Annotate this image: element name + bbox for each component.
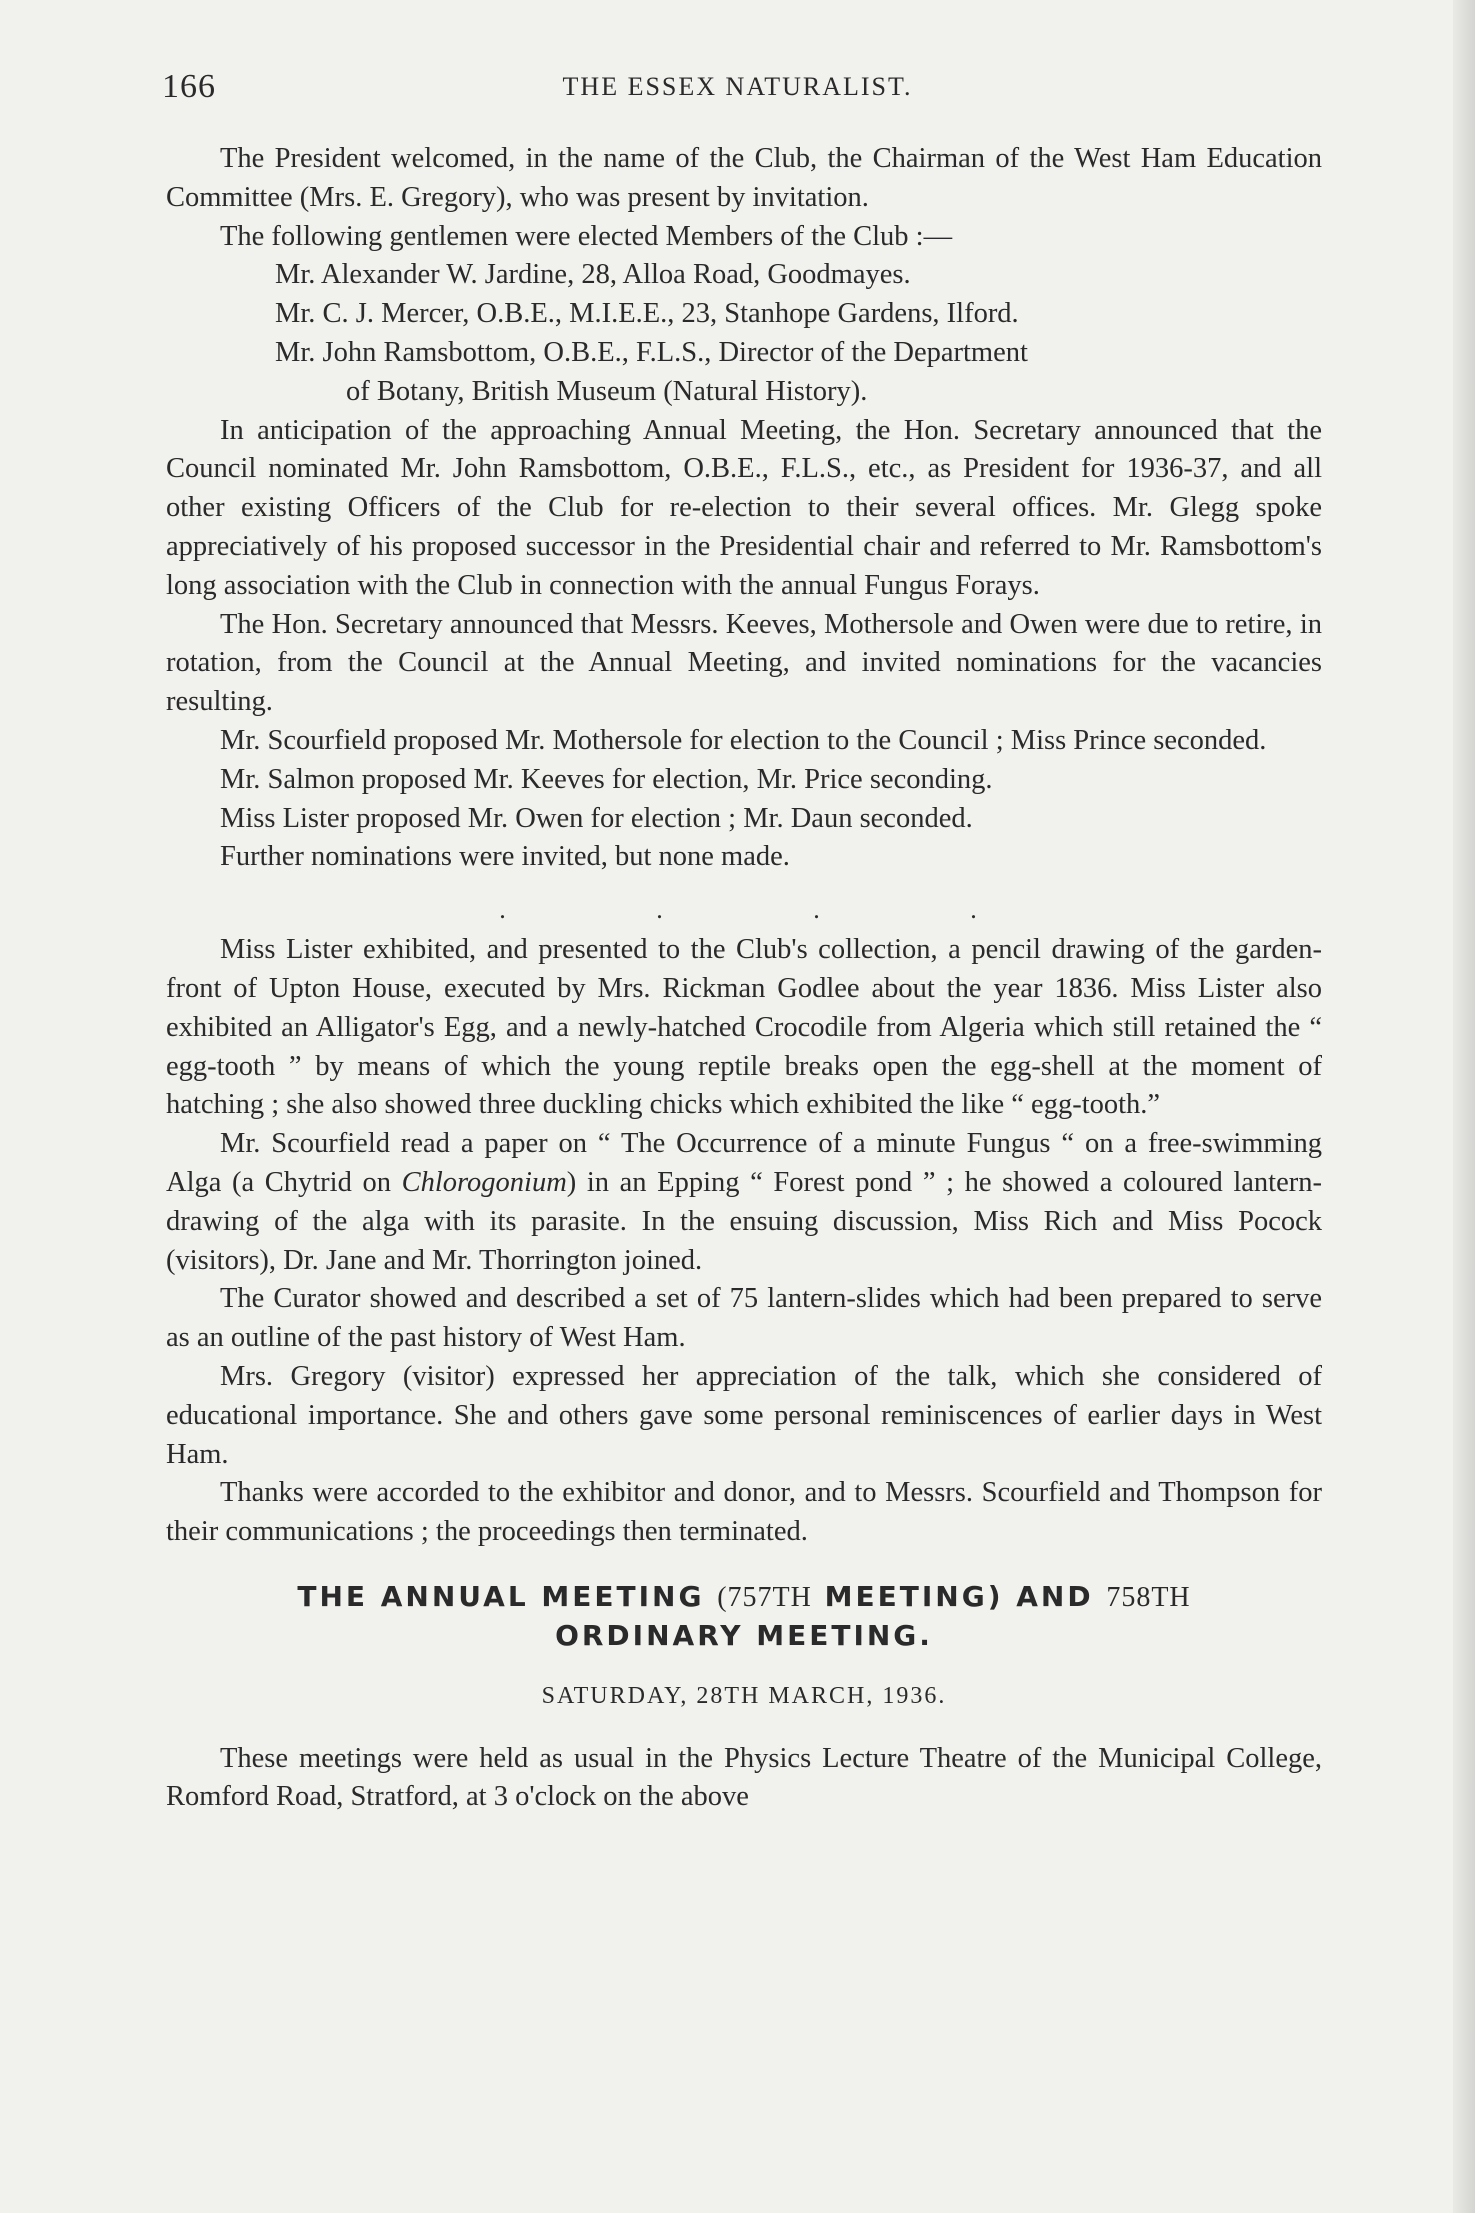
heading-part: THE ANNUAL MEETING — [297, 1579, 718, 1613]
text-run: Mr. Scourfield read a paper on “ The Occurrence of a minute Fungus “ on a free-swimming Alga (a Chytrid on — [166, 1128, 1322, 1198]
dateline: SATURDAY, 28TH MARCH, 1936. — [541, 1682, 947, 1709]
member-entry: Mr. C. J. Mercer, O.B.E., M.I.E.E., 23, Stanhope Gardens, Ilford. — [275, 298, 1019, 330]
paragraph: Further nominations were invited, but none made. — [220, 841, 790, 873]
paragraph: In anticipation of the approaching Annual Meeting, the Hon. Secretary announced that the Council nominated Mr. John Ramsbottom, O.B.E., F.L.S., etc., as President for 1936-37, and all other existing Officers of the Club for re-election to their several offices. Mr. Glegg spoke appreciatively of his proposed successor in the Presidential chair and referred to Mr. Ramsbottom's long association with the Club in connection with the annual Fungus Forays. — [166, 414, 1322, 601]
member-entry: Mr. Alexander W. Jardine, 28, Alloa Road, Goodmayes. — [275, 259, 911, 291]
page-number: 166 — [162, 68, 216, 105]
page-body — [166, 140, 1322, 1817]
paragraph: Miss Lister exhibited, and presented to the Club's collection, a pencil drawing of the garden-front of Upton House, executed by Mrs. Rickman Godlee about the year 1836. Miss Lister also exhibited an Alligator's Egg, and a newly-hatched Crocodile from Algeria which still retained the “ egg-tooth ” by means of which the young reptile breaks open the egg-shell at the moment of hatching ; she also showed three duckling chicks which exhibited the like “ egg-tooth.” — [166, 934, 1322, 1121]
heading-part: 758TH — [1106, 1581, 1191, 1613]
paragraph: Mr. Salmon proposed Mr. Keeves for election, Mr. Price seconding. — [220, 763, 993, 795]
italic-taxon-name: Chlorogonium — [401, 1166, 567, 1198]
section-heading — [166, 1578, 1322, 1655]
paragraph: Mrs. Gregory (visitor) expressed her appreciation of the talk, which she considered of educational importance. She and others gave some personal reminiscences of earlier days in West Ham. — [166, 1360, 1322, 1470]
page-edge-shadow — [1453, 0, 1475, 2213]
paragraph: The Curator showed and described a set of 75 lantern-slides which had been prepared to serve as an outline of the past history of West Ham. — [166, 1283, 1322, 1354]
paragraph: Miss Lister proposed Mr. Owen for election ; Mr. Daun seconded. — [220, 802, 973, 834]
member-entry-continuation: of Botany, British Museum (Natural History). — [346, 375, 868, 407]
page-header — [0, 68, 1475, 108]
paragraph: Mr. Scourfield proposed Mr. Mothersole for election to the Council ; Miss Prince seconded. — [220, 724, 1267, 756]
section-separator: . . . . — [499, 895, 1049, 925]
paragraph: The Hon. Secretary announced that Messrs. Keeves, Mothersole and Owen were due to retire, in rotation, from the Council at the Annual Meeting, and invited nominations for the vacancies resulting. — [166, 608, 1322, 718]
paragraph: These meetings were held as usual in the Physics Lecture Theatre of the Municipal College, Romford Road, Stratford, at 3 o'clock on the above — [166, 1742, 1322, 1813]
paragraph: Thanks were accorded to the exhibitor and donor, and to Messrs. Scourfield and Thompson for their communications ; the proceedings then terminated. — [166, 1477, 1322, 1548]
heading-part: (757TH — [717, 1581, 812, 1613]
member-entry — [166, 334, 1322, 412]
heading-part: ORDINARY MEETING. — [555, 1618, 933, 1652]
member-entry-line: Mr. John Ramsbottom, O.B.E., F.L.S., Director of the Department — [275, 336, 1028, 368]
paragraph — [166, 1125, 1322, 1280]
text-run: ) in an Epping “ Forest pond ” ; he showed a coloured lantern-drawing of the alga with its parasite. In the ensuing discussion, Miss Rich and Miss Pocock (visitors), Dr. Jane and Mr. Thorrington joined. — [166, 1166, 1322, 1276]
paragraph: The President welcomed, in the name of the Club, the Chairman of the West Ham Education Committee (Mrs. E. Gregory), who was present by invitation. — [166, 143, 1322, 213]
running-title: THE ESSEX NATURALIST. — [562, 72, 913, 101]
paragraph: The following gentlemen were elected Members of the Club :— — [220, 220, 953, 252]
heading-part: MEETING) AND — [811, 1579, 1107, 1613]
